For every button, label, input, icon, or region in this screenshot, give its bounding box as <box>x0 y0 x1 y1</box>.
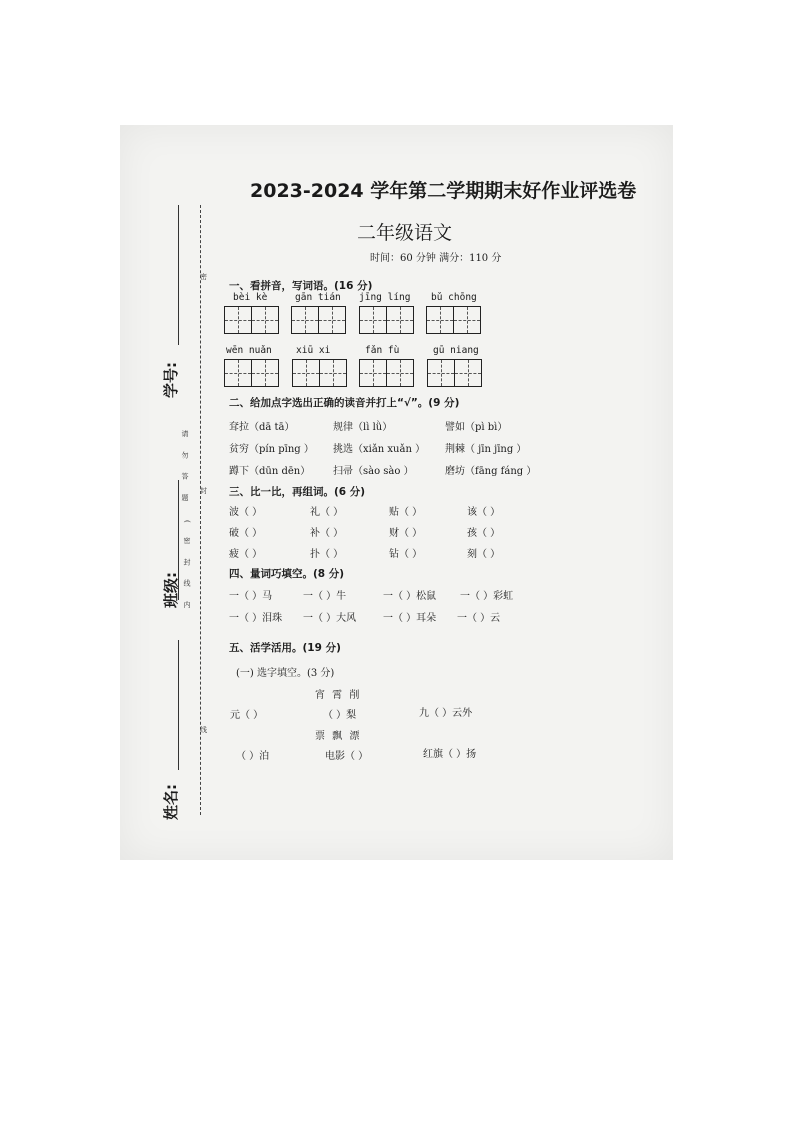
q5-choices2: 票 飘 漂 <box>315 731 362 742</box>
q5-item[interactable]: 电影（ ） <box>325 751 369 762</box>
writing-box[interactable] <box>426 306 481 334</box>
q3-item[interactable]: 扑（ ） <box>310 549 344 560</box>
writing-box[interactable] <box>292 359 347 387</box>
q3-item[interactable]: 孩（ ） <box>467 528 501 539</box>
q3-item[interactable]: 补（ ） <box>310 528 344 539</box>
mi-mark: 密 <box>200 273 207 281</box>
q2-item[interactable]: 贫穷（pín pīng ） <box>229 444 314 455</box>
q3-item[interactable]: 该（ ） <box>467 507 501 518</box>
q2-item[interactable]: 譬如（pì bì） <box>445 422 508 433</box>
writing-box[interactable] <box>359 359 414 387</box>
q3-item[interactable]: 波（ ） <box>229 507 263 518</box>
q5-item[interactable]: 元（ ） <box>230 710 264 721</box>
writing-box[interactable] <box>224 359 279 387</box>
q3-item[interactable]: 刻（ ） <box>467 549 501 560</box>
q4-heading: 四、量词巧填空。(8 分) <box>229 568 345 580</box>
q1-pinyin: fǎn fù <box>365 345 400 356</box>
xuehao-label: 学号: <box>162 362 180 398</box>
writing-box[interactable] <box>359 306 414 334</box>
q2-item[interactable]: 耷拉（dā tā） <box>229 422 295 433</box>
q1-heading: 一、看拼音，写词语。(16 分) <box>229 280 373 292</box>
writing-box[interactable] <box>291 306 346 334</box>
q5-heading: 五、活学活用。(19 分) <box>229 642 341 654</box>
q5-sub1: (一) 选字填空。(3 分) <box>236 668 335 679</box>
seal-text: ( 密 封 线 内 <box>183 520 191 614</box>
notice-text: 请 勿 答 题 <box>181 430 189 507</box>
q1-pinyin: xiū xi <box>296 345 331 356</box>
q3-item[interactable]: 疲（ ） <box>229 549 263 560</box>
q2-item[interactable]: 磨坊（fāng fáng ） <box>445 466 537 477</box>
exam-meta: 时间：60 分钟 满分：110 分 <box>370 253 502 264</box>
q4-item[interactable]: 一（ ）松鼠 <box>383 591 437 602</box>
q1-pinyin: jīng líng <box>359 292 411 303</box>
xian-mark: 线 <box>200 726 207 734</box>
q4-item[interactable]: 一（ ）泪珠 <box>229 613 283 624</box>
q3-item[interactable]: 财（ ） <box>389 528 423 539</box>
writing-box[interactable] <box>224 306 279 334</box>
binding-dashed-line <box>200 205 201 815</box>
q3-item[interactable]: 破（ ） <box>229 528 263 539</box>
xuehao-line <box>178 205 179 345</box>
q4-item[interactable]: 一（ ）彩虹 <box>460 591 514 602</box>
q1-pinyin: gān tián <box>295 292 341 303</box>
q1-pinyin: bèi kè <box>233 292 268 303</box>
feng-mark: 封 <box>200 487 207 495</box>
q3-item[interactable]: 钻（ ） <box>389 549 423 560</box>
q2-item[interactable]: 挑选（xiǎn xuǎn ） <box>333 444 426 455</box>
q5-item[interactable]: （ ）泊 <box>236 751 270 762</box>
q1-pinyin: wēn nuǎn <box>226 345 272 356</box>
q1-pinyin: gū niang <box>433 345 479 356</box>
q2-item[interactable]: 荆棘（ jīn jīng ） <box>445 444 527 455</box>
banji-label: 班级: <box>162 572 180 608</box>
q4-item[interactable]: 一（ ）大风 <box>303 613 357 624</box>
q5-item[interactable]: 红旗（ ）扬 <box>423 749 477 760</box>
q5-item[interactable]: （ ）梨 <box>323 710 357 721</box>
xingming-label: 姓名: <box>162 784 180 820</box>
q4-item[interactable]: 一（ ）耳朵 <box>383 613 437 624</box>
q4-item[interactable]: 一（ ）马 <box>229 591 273 602</box>
q4-item[interactable]: 一（ ）云 <box>457 613 501 624</box>
xingming-line <box>178 640 179 770</box>
q2-item[interactable]: 规律（lì lǜ） <box>333 422 393 433</box>
exam-title: 2023-2024 学年第二学期期末好作业评选卷 <box>250 180 637 202</box>
q1-pinyin: bǔ chōng <box>431 292 477 303</box>
q2-heading: 二、给加点字选出正确的读音并打上“√”。(9 分) <box>229 397 460 409</box>
q2-item[interactable]: 扫帚（sào sào ） <box>333 466 414 477</box>
q3-item[interactable]: 礼（ ） <box>310 507 344 518</box>
q5-item[interactable]: 九（ ）云外 <box>419 708 473 719</box>
q3-item[interactable]: 贴（ ） <box>389 507 423 518</box>
q4-item[interactable]: 一（ ）牛 <box>303 591 347 602</box>
writing-box[interactable] <box>427 359 482 387</box>
exam-subtitle: 二年级语文 <box>357 222 453 244</box>
q3-heading: 三、比一比，再组词。(6 分) <box>229 486 366 498</box>
q5-choices1: 宵 霄 削 <box>315 690 362 701</box>
q2-item[interactable]: 蹲下（dūn dēn） <box>229 466 311 477</box>
